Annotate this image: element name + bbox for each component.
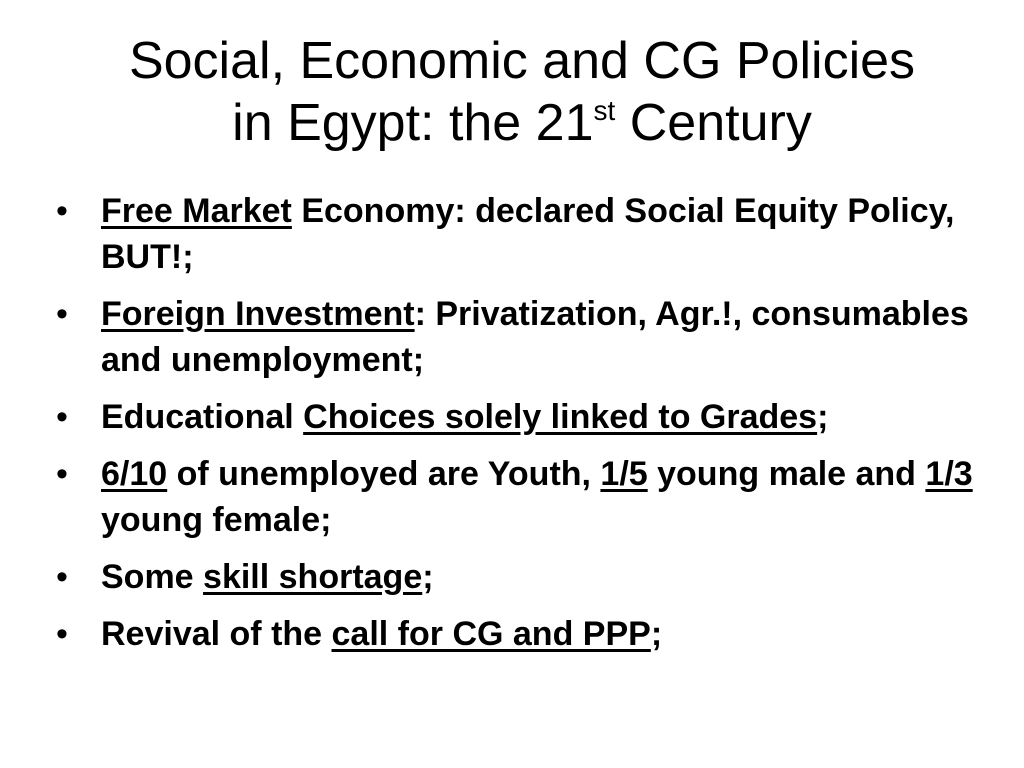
bullet-text: Economy: declared Social Equity Policy, BUT!; <box>101 192 955 276</box>
bullet-item <box>56 291 986 383</box>
bullet-keyword: Free Market <box>101 192 292 230</box>
title-line-2-end: Century <box>615 94 812 152</box>
title-line-1: Social, Economic and CG Policies <box>128 32 916 90</box>
bullet-keyword: 1/5 <box>600 455 648 493</box>
bullet-item <box>56 451 986 543</box>
bullet-keyword: call for CG and PPP <box>331 615 651 653</box>
bullet-keyword: Foreign Investment <box>101 295 415 333</box>
bullet-text: : Privatization, Agr.!, consumables and unemployment; <box>101 295 969 379</box>
bullet-keyword: Choices solely linked to Grades <box>303 398 818 436</box>
title-superscript: st <box>593 95 616 126</box>
bullet-text: young female; <box>101 501 332 539</box>
slide-title <box>40 30 1004 162</box>
bullet-marker: • <box>56 455 68 493</box>
bullet-list <box>56 188 986 668</box>
bullet-text: ; <box>650 615 663 653</box>
bullet-marker: • <box>56 398 68 436</box>
bullet-item <box>56 611 986 657</box>
title-line-2-start: in Egypt: the 21 <box>232 94 594 152</box>
bullet-text: ; <box>817 398 829 436</box>
bullet-text: Revival of the <box>101 615 332 653</box>
bullet-marker: • <box>56 558 68 596</box>
bullet-marker: • <box>56 295 68 333</box>
bullet-keyword: skill shortage <box>203 558 423 596</box>
bullet-text: ; <box>422 558 434 596</box>
bullet-marker: • <box>56 615 68 653</box>
bullet-keyword: 6/10 <box>101 455 168 493</box>
bullet-item <box>56 554 986 600</box>
bullet-item <box>56 188 986 280</box>
bullet-text: Educational <box>101 398 304 436</box>
bullet-text: of unemployed are Youth, <box>167 455 601 493</box>
bullet-text: young male and <box>647 455 926 493</box>
bullet-marker: • <box>56 192 68 230</box>
bullet-text: Some <box>101 558 204 596</box>
bullet-item <box>56 394 986 440</box>
bullet-keyword: 1/3 <box>925 455 973 493</box>
